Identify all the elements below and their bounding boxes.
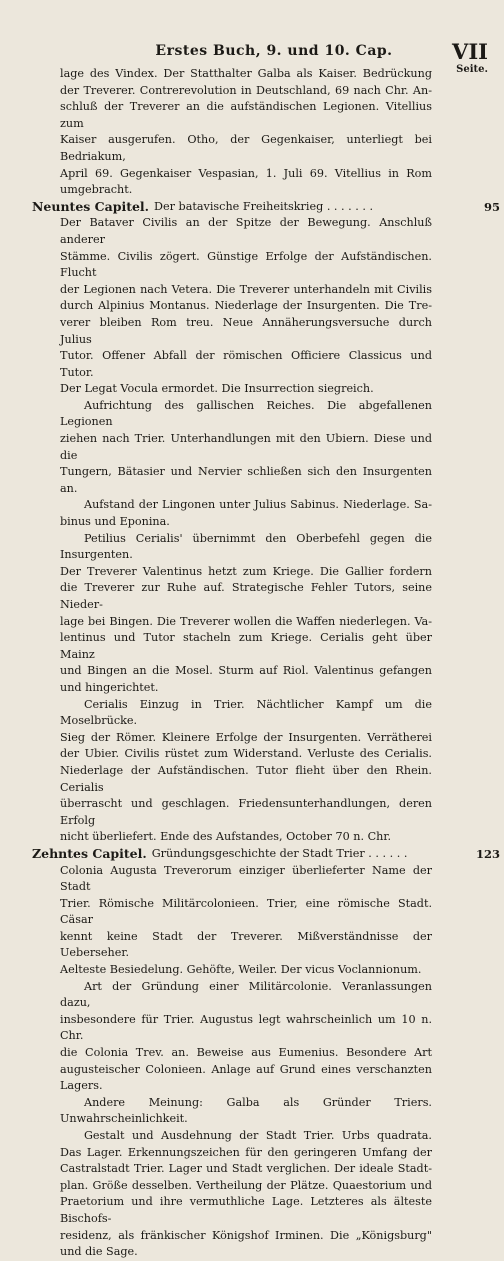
chapter-page-number: 123	[475, 846, 500, 861]
text-line: Aufstand der Lingonen unter Julius Sabinus. Niederlage. Sa-	[84, 498, 432, 512]
text-line: Trier. Römische Militärcolonieen. Trier, eine römische Stadt. Cäsar	[60, 896, 432, 927]
text-line: Aufrichtung des gallischen Reiches. Die abgefallenen Legionen	[60, 398, 432, 429]
text-line: die Treverer zur Ruhe auf. Strategische Fehler Tutors, seine Nieder-	[60, 581, 432, 611]
text-line: Stämme. Civilis zögert. Günstige Erfolge der Aufständischen. Flucht	[60, 249, 432, 280]
text-line: überrascht und geschlagen. Friedensunterhandlungen, deren Erfolg	[60, 797, 432, 827]
text-line: April 69. Gegenkaiser Vespasian, 1. Juli 69. Vitellius in Rom	[60, 166, 432, 180]
text-line: Der Legat Vocula ermordet. Die Insurrection siegreich.	[60, 382, 374, 396]
text-line: Niederlage der Aufständischen. Tutor flieht über den Rhein. Cerialis	[60, 763, 432, 794]
text-line: Andere Meinung: Galba als Gründer Triers. Unwahrscheinlichkeit.	[60, 1095, 432, 1126]
text-line: die Colonia Trev. an. Beweise aus Eumenius. Besondere Art	[60, 1046, 432, 1060]
text-line: nicht überliefert. Ende des Aufstandes, October 70 n. Chr.	[60, 830, 392, 844]
text-line: Castralstadt Trier. Lager und Stadt verglichen. Der ideale Stadt-	[60, 1162, 432, 1176]
text-line: und Bingen an die Mosel. Sturm auf Riol. Valentinus gefangen	[60, 664, 432, 678]
page-number: VII	[452, 39, 488, 64]
text-line: augusteischer Colonieen. Anlage auf Grund eines verschanzten Lagers.	[60, 1062, 432, 1093]
text-line: verer bleiben Rom treu. Neue Annäherungsversuche durch Julius	[60, 315, 432, 346]
text-line: lage bei Bingen. Die Treverer wollen die Waffen niederlegen. Va-	[60, 614, 432, 628]
text-line: insbesondere für Trier. Augustus legt wahrscheinlich um 10 n. Chr.	[60, 1012, 432, 1043]
text-line: Das Lager. Erkennungszeichen für den geringeren Umfang der	[60, 1145, 432, 1159]
running-title: Erstes Buch, 9. und 10. Cap.	[155, 43, 393, 59]
text-line: Tutor. Offener Abfall der römischen Officiere Classicus und Tutor.	[60, 349, 432, 379]
text-line: Colonia Augusta Treverorum einziger überlieferter Name der Stadt	[60, 863, 432, 894]
chapter-subtitle: Gründungsgeschichte der Stadt Trier . . . . . .	[151, 846, 408, 860]
text-line: Sieg der Römer. Kleinere Erfolge der Insurgenten. Verrätherei	[60, 730, 432, 744]
chapter-title: Zehntes Capitel.	[32, 845, 147, 861]
text-line: Kaiser ausgerufen. Otho, der Gegenkaiser, unterliegt bei Bedriakum,	[60, 133, 432, 163]
text-line: der Ubier. Civilis rüstet zum Widerstand. Verluste des Cerialis.	[60, 747, 432, 761]
text-line: Der Treverer Valentinus hetzt zum Kriege. Die Gallier fordern	[60, 564, 432, 578]
text-line: Art der Gründung einer Militärcolonie. Veranlassungen dazu,	[60, 979, 432, 1010]
text-line: binus und Eponina.	[60, 515, 170, 529]
text-line: schluß der Treverer an die aufständischen Legionen. Vitellius zum	[60, 100, 432, 130]
text-line: Gestalt und Ausdehnung der Stadt Trier. Urbs quadrata.	[84, 1129, 432, 1142]
text-line: residenz, als fränkischer Königshof Irminen. Die „Königsburg"	[60, 1228, 432, 1242]
text-line: und die Sage.	[60, 1245, 138, 1259]
text-line: der Legionen nach Vetera. Die Treverer unterhandeln mit Civilis	[60, 282, 432, 296]
text-line: der Treverer. Contrerevolution in Deutschland, 69 nach Chr. An-	[60, 83, 432, 97]
text-line: Der Bataver Civilis an der Spitze der Bewegung. Anschluß anderer	[60, 216, 432, 246]
text-line: Cerialis Einzug in Trier. Nächtlicher Kampf um die Moselbrücke.	[60, 697, 432, 728]
text-line: Praetorium und ihre vermuthliche Lage. Letzteres als älteste Bischofs-	[60, 1195, 432, 1225]
chapter-heading	[32, 845, 500, 863]
text-line: durch Alpinius Montanus. Niederlage der Insurgenten. Die Tre-	[60, 299, 432, 313]
text-line: plan. Größe desselben. Vertheilung der Plätze. Quaestorium und	[60, 1178, 432, 1192]
text-line: umgebracht.	[60, 183, 133, 197]
seite-label: Seite.	[456, 64, 488, 75]
text-line: und hingerichtet.	[60, 680, 159, 694]
text-line: kennt keine Stadt der Treverer. Mißverständnisse der Ueberseher.	[60, 929, 432, 960]
text-line: lentinus und Tutor stacheln zum Kriege. Cerialis geht über Mainz	[60, 631, 432, 661]
chapter-page-number: 95	[483, 199, 500, 214]
chapter-subtitle: Der batavische Freiheitskrieg . . . . . . .	[154, 199, 374, 213]
text-line: ziehen nach Trier. Unterhandlungen mit den Ubiern. Diese und die	[60, 432, 432, 462]
text-line: Petilius Cerialis' übernimmt den Oberbefehl gegen die Insurgenten.	[60, 531, 432, 562]
text-line: Aelteste Besiedelung. Gehöfte, Weiler. Der vicus Voclannionum.	[60, 963, 422, 977]
text-line: lage des Vindex. Der Statthalter Galba als Kaiser. Bedrückung	[60, 67, 432, 80]
text-line: Tungern, Bätasier und Nervier schließen sich den Insurgenten an.	[60, 465, 432, 495]
chapter-title: Neuntes Capitel.	[32, 198, 150, 214]
chapter-heading	[32, 198, 500, 216]
page-header	[60, 39, 488, 65]
